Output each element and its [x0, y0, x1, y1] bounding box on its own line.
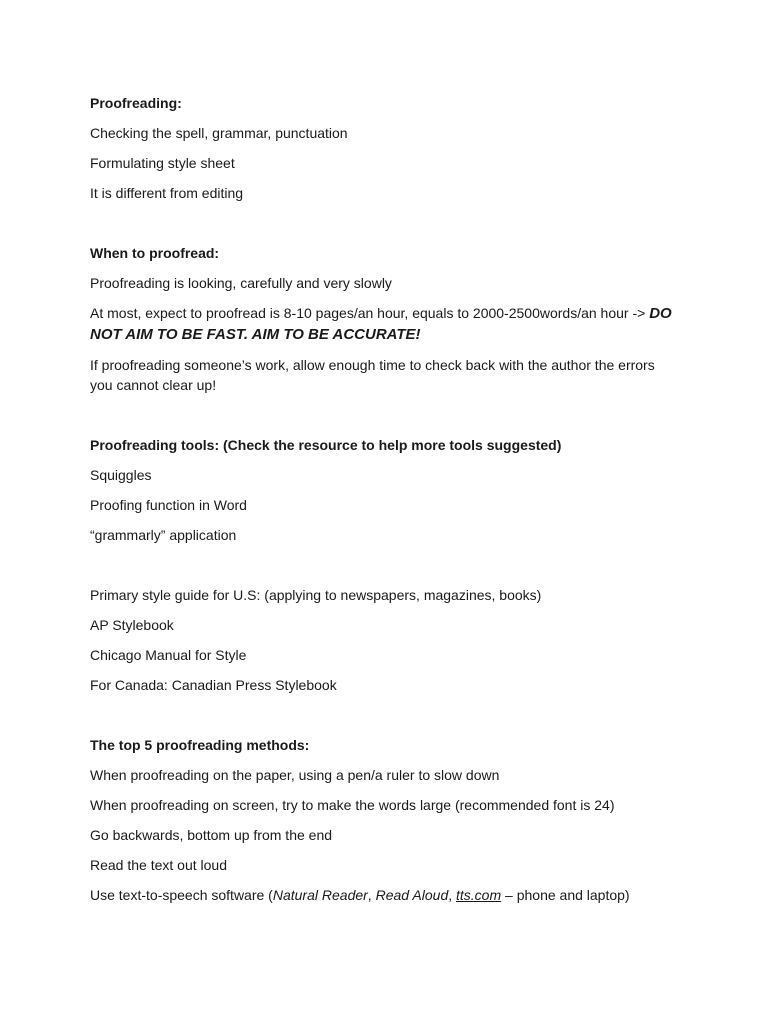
tts-link[interactable]: tts.com: [456, 887, 502, 903]
list-item: “grammarly” application: [90, 527, 237, 543]
section-heading-methods: The top 5 proofreading methods:: [90, 737, 310, 753]
list-item: AP Stylebook: [90, 617, 174, 633]
paragraph-author-check: If proofreading someone’s work, allow enough time to check back with the author the errors you cannot clear up!: [90, 357, 655, 393]
tts-suffix: – phone and laptop): [501, 887, 630, 903]
list-item: For Canada: Canadian Press Stylebook: [90, 677, 337, 693]
accuracy-emphasis: DO NOT AIM TO BE FAST. AIM TO BE ACCURATE!: [90, 305, 672, 343]
list-item: Go backwards, bottom up from the end: [90, 827, 333, 843]
section-heading-proofreading: Proofreading:: [90, 95, 182, 111]
list-item: It is different from editing: [90, 185, 244, 201]
tts-prefix: Use text-to-speech software (: [90, 887, 273, 903]
section-heading-tools: Proofreading tools: (Check the resource to help more tools suggested): [90, 437, 562, 453]
style-guide-intro: Primary style guide for U.S: (applying to newspapers, magazines, books): [90, 587, 542, 603]
read-aloud-name: Read Aloud: [375, 887, 449, 903]
natural-reader-name: Natural Reader: [272, 887, 368, 903]
document-body: [90, 93, 680, 905]
separator: ,: [448, 887, 457, 903]
list-item: Squiggles: [90, 467, 152, 483]
list-item: Checking the spell, grammar, punctuation: [90, 125, 348, 141]
list-item: Proofreading is looking, carefully and very slowly: [90, 275, 392, 291]
list-item: Read the text out loud: [90, 857, 227, 873]
rate-text: At most, expect to proofread is 8-10 pages/an hour, equals to 2000-2500words/an hour ->: [90, 305, 650, 321]
list-item: Proofing function in Word: [90, 497, 247, 513]
list-item-tts: [90, 885, 680, 905]
paragraph-rate: [90, 303, 680, 345]
list-item: Chicago Manual for Style: [90, 647, 247, 663]
section-heading-when: When to proofread:: [90, 245, 220, 261]
list-item: When proofreading on the paper, using a pen/a ruler to slow down: [90, 767, 500, 783]
separator: ,: [367, 887, 376, 903]
list-item: Formulating style sheet: [90, 155, 235, 171]
list-item: When proofreading on screen, try to make the words large (recommended font is 24): [90, 797, 615, 813]
